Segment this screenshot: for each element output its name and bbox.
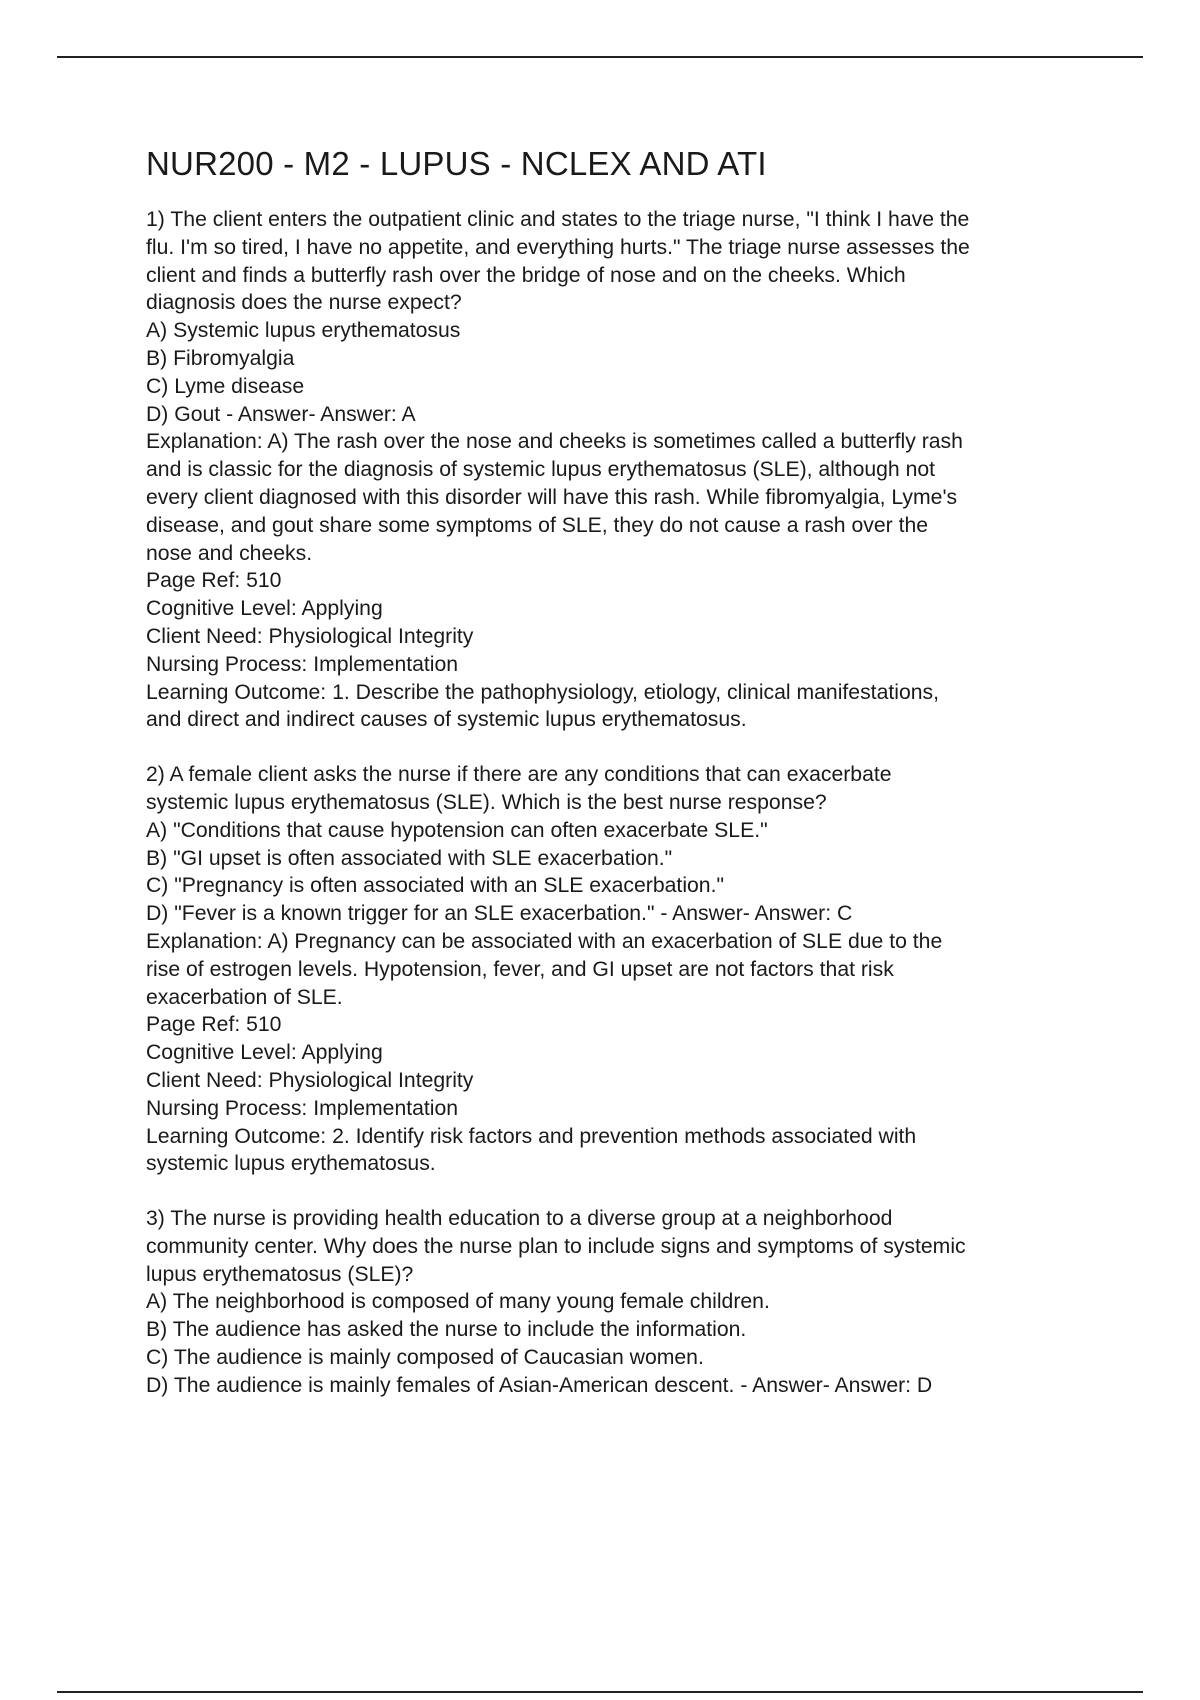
question-text-line: C) Lyme disease xyxy=(146,374,305,398)
question-text-line: B) Fibromyalgia xyxy=(146,346,295,370)
question-text-line: lupus erythematosus (SLE)? xyxy=(146,1262,414,1286)
question-text-line: Explanation: A) Pregnancy can be associated with an exacerbation of SLE due to the xyxy=(146,929,943,953)
document-body xyxy=(146,140,1106,1427)
question-text-line: diagnosis does the nurse expect? xyxy=(146,291,462,315)
document-title: NUR200 - M2 - LUPUS - NCLEX AND ATI xyxy=(146,145,767,182)
question-text-line: B) "GI upset is often associated with SLE exacerbation." xyxy=(146,846,673,870)
question-text-line: A) "Conditions that cause hypotension can often exacerbate SLE." xyxy=(146,818,768,842)
question-text-line: client and finds a butterfly rash over the bridge of nose and on the cheeks. Which xyxy=(146,263,906,287)
question-text-line: D) "Fever is a known trigger for an SLE exacerbation." - Answer- Answer: C xyxy=(146,902,853,926)
question-text-line: 2) A female client asks the nurse if there are any conditions that can exacerbate xyxy=(146,763,892,787)
question-text-line: Cognitive Level: Applying xyxy=(146,1041,383,1065)
question-text-line: nose and cheeks. xyxy=(146,541,313,565)
question-text-line: Learning Outcome: 1. Describe the pathophysiology, etiology, clinical manifestations, xyxy=(146,680,939,704)
question-text-line: flu. I'm so tired, I have no appetite, and everything hurts." The triage nurse assesses the xyxy=(146,235,970,259)
question-text-line: 1) The client enters the outpatient clinic and states to the triage nurse, "I think I have the xyxy=(146,208,970,231)
question-text-line: Client Need: Physiological Integrity xyxy=(146,624,474,648)
question-text-line: and is classic for the diagnosis of systemic lupus erythematosus (SLE), although not xyxy=(146,458,936,482)
question-text-line: C) The audience is mainly composed of Caucasian women. xyxy=(146,1346,704,1370)
question-text-line: every client diagnosed with this disorder will have this rash. While fibromyalgia, Lyme's xyxy=(146,485,958,509)
question-text-line: disease, and gout share some symptoms of SLE, they do not cause a rash over the xyxy=(146,513,929,537)
question-text-line: B) The audience has asked the nurse to include the information. xyxy=(146,1318,747,1342)
question-text-line: rise of estrogen levels. Hypotension, fever, and GI upset are not factors that risk xyxy=(146,957,894,981)
question-text-line: Explanation: A) The rash over the nose and cheeks is sometimes called a butterfly rash xyxy=(146,430,963,454)
question-block xyxy=(146,1205,1106,1400)
question-text-line: Cognitive Level: Applying xyxy=(146,597,383,621)
question-text-line: systemic lupus erythematosus (SLE). Which is the best nurse response? xyxy=(146,790,827,814)
question-text-line: Page Ref: 510 xyxy=(146,1013,282,1037)
question-block xyxy=(146,206,1106,734)
question-text-line: Nursing Process: Implementation xyxy=(146,652,459,676)
question-text-line: D) The audience is mainly females of Asian-American descent. - Answer- Answer: D xyxy=(146,1373,933,1397)
question-text-line: A) Systemic lupus erythematosus xyxy=(146,319,461,343)
question-text-line: exacerbation of SLE. xyxy=(146,985,343,1009)
question-block xyxy=(146,761,1106,1178)
top-divider xyxy=(57,56,1143,58)
question-list xyxy=(146,206,1106,1400)
question-text-line: D) Gout - Answer- Answer: A xyxy=(146,402,416,426)
question-text-line: and direct and indirect causes of systemic lupus erythematosus. xyxy=(146,708,747,732)
question-text-line: Nursing Process: Implementation xyxy=(146,1096,459,1120)
question-text-line: A) The neighborhood is composed of many young female children. xyxy=(146,1290,770,1314)
question-text-line: systemic lupus erythematosus. xyxy=(146,1152,436,1176)
question-text-line: Client Need: Physiological Integrity xyxy=(146,1068,474,1092)
question-text-line: community center. Why does the nurse plan to include signs and symptoms of systemic xyxy=(146,1234,966,1258)
question-text-line: Page Ref: 510 xyxy=(146,569,282,593)
bottom-divider xyxy=(57,1691,1143,1693)
question-text-line: C) "Pregnancy is often associated with an SLE exacerbation." xyxy=(146,874,725,898)
question-text-line: 3) The nurse is providing health education to a diverse group at a neighborhood xyxy=(146,1207,893,1231)
question-text-line: Learning Outcome: 2. Identify risk factors and prevention methods associated with xyxy=(146,1124,917,1148)
